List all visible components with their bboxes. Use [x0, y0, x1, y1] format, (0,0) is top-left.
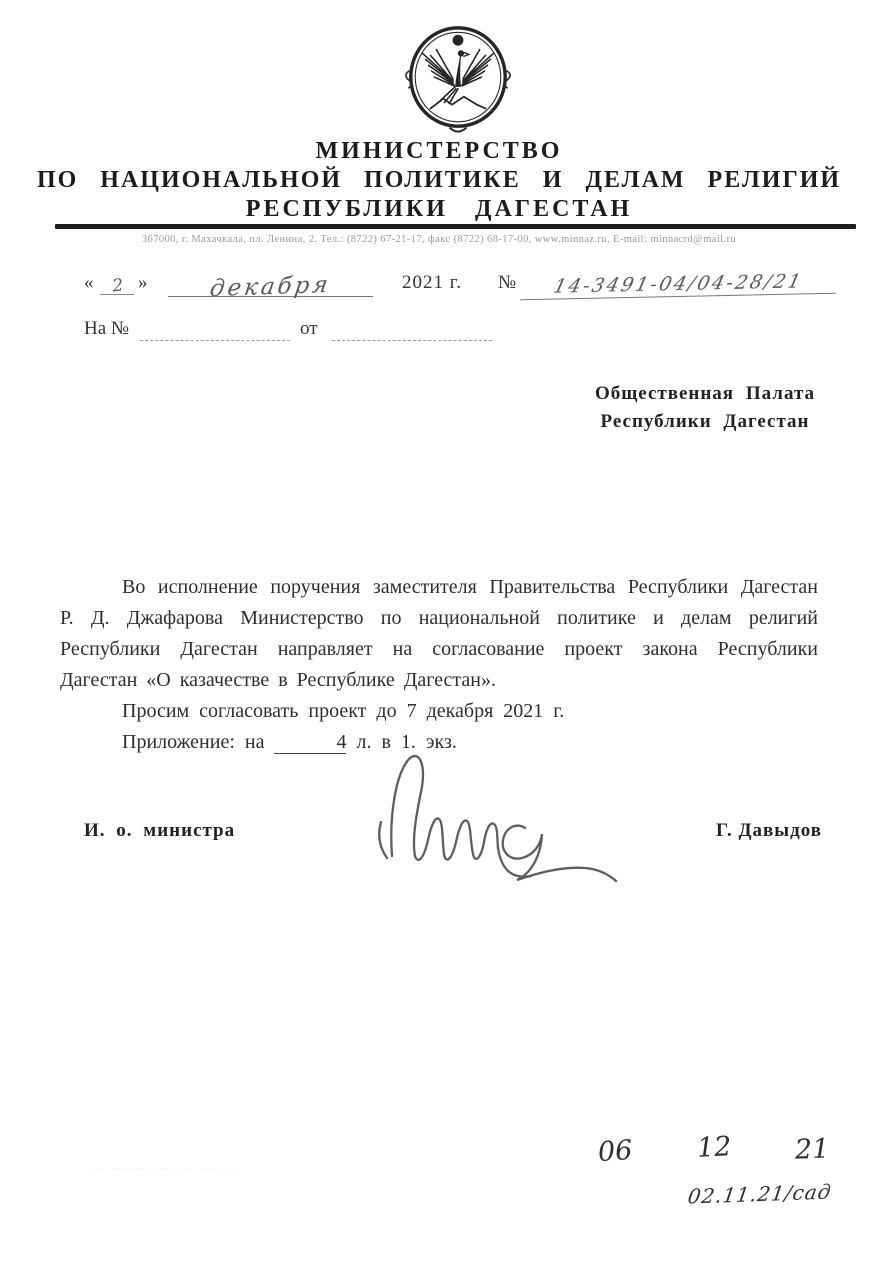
- letter-body: [60, 572, 818, 758]
- reply-from-label: от: [300, 318, 318, 339]
- attachment-suffix: л. в 1. экз.: [356, 731, 457, 753]
- ministry-title-line2: ПО НАЦИОНАЛЬНОЙ ПОЛИТИКЕ И ДЕЛАМ РЕЛИГИЙ: [36, 167, 842, 193]
- dagestan-coat-of-arms-icon: [399, 20, 517, 138]
- signer-name: Г. Давыдов: [716, 820, 823, 841]
- ministry-title-line1: МИНИСТЕРСТВО: [315, 138, 563, 164]
- attachment-prefix: Приложение: на: [122, 731, 265, 753]
- letterhead-address-line: 367000, г. Махачкала, пл. Ленина, 2. Тел.: (8722) 67-21-17, факс (8722) 68-17-00, www.minnaz.ru, E-mail: minnacrd@mail.ru: [141, 234, 737, 245]
- handwritten-mark-06: 06: [596, 1134, 634, 1169]
- addressee-line1: Общественная Палата: [594, 383, 816, 404]
- date-open-quote: «: [84, 272, 96, 293]
- handwritten-mark-12: 12: [696, 1131, 733, 1164]
- reply-to-number-blank: [140, 318, 290, 341]
- handwritten-month: декабря: [208, 271, 333, 303]
- date-close-quote: »: [138, 272, 148, 293]
- handwritten-mark-21: 21: [794, 1133, 830, 1166]
- body-paragraph-2: Просим согласовать проект до 7 декабря 2021 г.: [122, 700, 565, 722]
- letterhead-divider-rule: [55, 224, 856, 229]
- ministry-title-line3: РЕСПУБЛИКИ ДАГЕСТАН: [245, 196, 633, 222]
- reply-to-number-label: На №: [84, 318, 130, 339]
- addressee-line2: Республики Дагестан: [600, 411, 810, 432]
- addressee-block: [560, 380, 850, 436]
- outgoing-number-field: [520, 269, 836, 301]
- date-month-field: [168, 271, 373, 303]
- date-year-label: 2021 г.: [402, 272, 463, 293]
- handwritten-day: 2: [110, 275, 124, 297]
- handwritten-date-code: 02.11.21/сад: [686, 1179, 834, 1209]
- handwritten-outgoing-number: 14-3491-04/04-28/21: [551, 270, 805, 298]
- number-sign-label: №: [498, 272, 517, 293]
- signer-position-title: И. о. министра: [84, 820, 236, 841]
- faint-executor-note: ··· ········ ···· ··· ····· ··: [92, 1164, 239, 1174]
- attachment-pages-value: 4: [274, 731, 346, 754]
- body-paragraph-1: Во исполнение поручения заместителя Правительства Республики Дагестан Р. Д. Джафарова Министерство по национальной политике и делам религий Республики Дагестан направляет на согласование проект закона Республики Дагестан «О казачестве в Республике Дагестан».: [60, 576, 818, 691]
- reply-from-blank: [332, 318, 492, 341]
- handwritten-signature-icon: [335, 742, 635, 894]
- date-day-field: [100, 272, 134, 295]
